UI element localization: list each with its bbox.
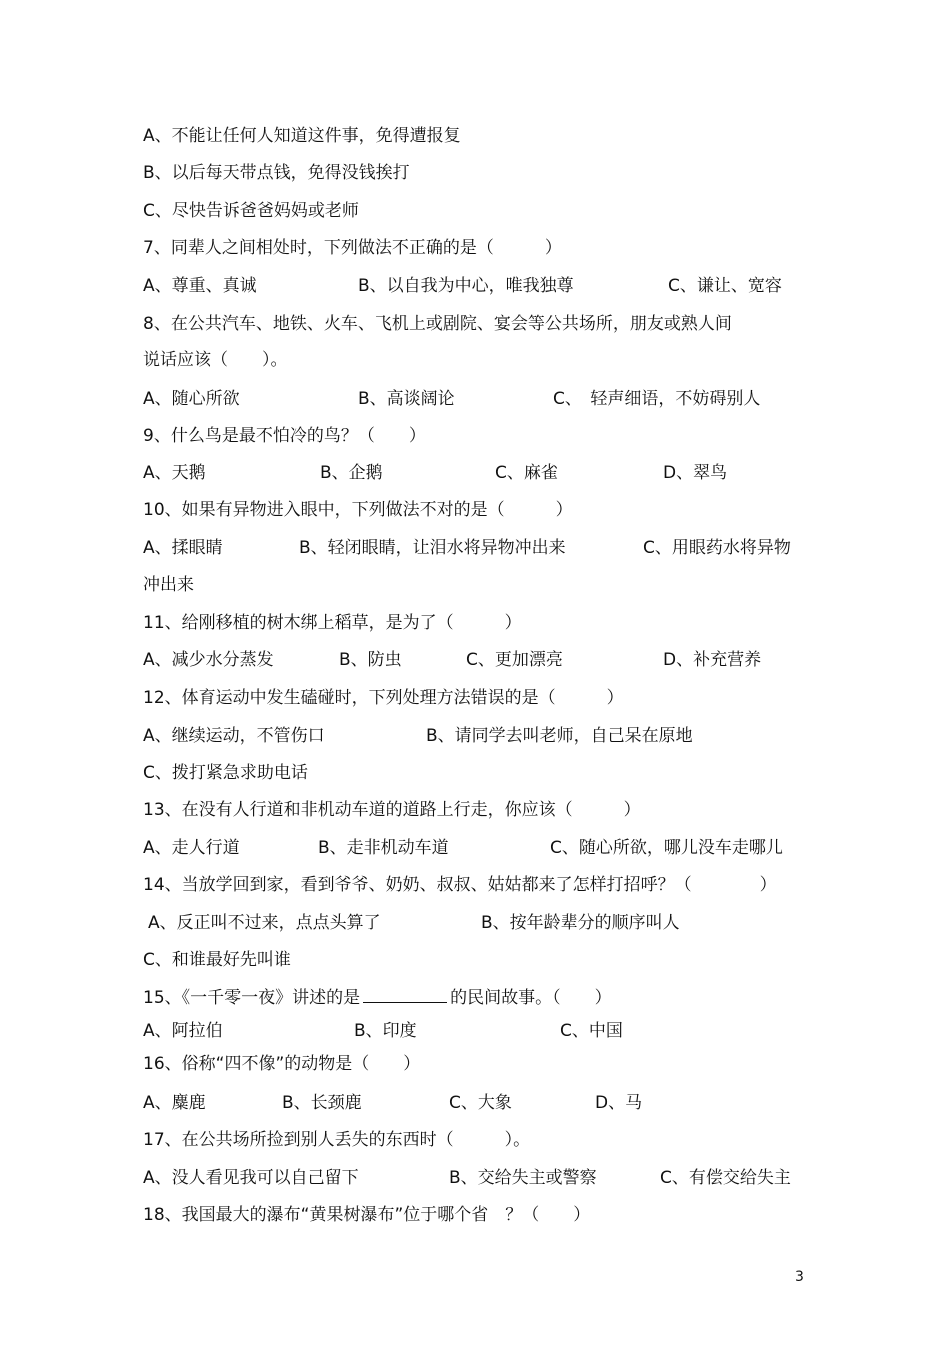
text-segment	[299, 536, 566, 560]
segment-text: B、以自我为中心，唯我独尊	[358, 276, 574, 296]
text-segment	[143, 948, 291, 972]
text-segment	[143, 536, 223, 560]
text-segment	[143, 611, 522, 635]
segment-text: A、阿拉伯	[143, 1021, 223, 1041]
segment-text: A、反正叫不过来，点点头算了	[148, 913, 381, 933]
segment-text: 18、我国最大的瀑布“黄果树瀑布”位于哪个省 ？（ ）	[143, 1205, 591, 1225]
segment-text: D、翠鸟	[663, 463, 728, 483]
text-segment	[143, 1091, 206, 1115]
page-number: 3	[795, 1269, 804, 1285]
text-segment	[143, 236, 562, 260]
segment-text: C、 轻声细语，不妨碍别人	[553, 389, 761, 409]
segment-text: 说话应该（ ）。	[143, 350, 288, 370]
segment-text: B、走非机动车道	[318, 838, 449, 858]
segment-text: C、用眼药水将异物	[643, 538, 791, 558]
text-segment	[358, 274, 574, 298]
segment-text: C、随心所欲，哪儿没车走哪儿	[550, 838, 783, 858]
segment-text: C、拨打紧急求助电话	[143, 763, 308, 783]
segment-text: C、更加漂亮	[466, 650, 563, 670]
text-segment	[550, 836, 783, 860]
segment-text: A、揉眼睛	[143, 538, 223, 558]
fill-in-blank	[363, 988, 447, 1003]
text-segment	[643, 536, 791, 560]
text-segment	[143, 986, 612, 1010]
segment-text: 13、在没有人行道和非机动车道的道路上行走，你应该（ ）	[143, 800, 641, 820]
text-segment	[143, 873, 777, 897]
text-segment	[282, 1091, 362, 1115]
text-segment	[143, 424, 426, 448]
text-segment	[660, 1166, 791, 1190]
segment-text: B、请同学去叫老师，自己呆在原地	[426, 726, 693, 746]
text-segment	[495, 461, 558, 485]
text-segment	[668, 274, 782, 298]
text-segment	[143, 1203, 590, 1227]
segment-text: C、尽快告诉爸爸妈妈或老师	[143, 201, 359, 221]
segment-text: 9、什么鸟是最不怕冷的鸟？（ ）	[143, 426, 426, 446]
text-segment	[143, 1166, 359, 1190]
text-segment	[143, 461, 206, 485]
segment-text: 7、同辈人之间相处时，下列做法不正确的是（ ）	[143, 238, 562, 258]
text-segment	[320, 461, 383, 485]
segment-text: 17、在公共场所捡到别人丢失的东西时（ ）。	[143, 1130, 531, 1150]
text-segment	[143, 686, 624, 710]
text-segment	[663, 461, 727, 485]
text-segment	[466, 648, 563, 672]
text-segment	[143, 161, 410, 185]
segment-text: 15、《一千零一夜》讲述的是	[143, 988, 361, 1008]
segment-text: B、印度	[354, 1021, 417, 1041]
segment-text: B、交给失主或警察	[449, 1168, 597, 1188]
segment-text: B、按年龄辈分的顺序叫人	[481, 913, 680, 933]
segment-text: 8、在公共汽车、地铁、火车、飞机上或剧院、宴会等公共场所，朋友或熟人间	[143, 314, 732, 334]
segment-text: C、中国	[560, 1021, 623, 1041]
segment-text: B、轻闭眼睛，让泪水将异物冲出来	[299, 538, 566, 558]
text-segment	[148, 911, 381, 935]
text-segment	[143, 124, 461, 148]
segment-text: A、走人行道	[143, 838, 240, 858]
segment-text: A、随心所欲	[143, 389, 240, 409]
text-segment	[143, 648, 274, 672]
text-segment	[143, 498, 573, 522]
text-segment	[143, 761, 308, 785]
text-segment	[143, 1128, 530, 1152]
segment-text: 16、俗称“四不像”的动物是（ ）	[143, 1054, 421, 1074]
segment-text: A、尊重、真诚	[143, 276, 257, 296]
text-segment	[663, 648, 761, 672]
text-segment	[449, 1166, 597, 1190]
text-segment	[560, 1019, 623, 1043]
segment-text: D、马	[595, 1093, 643, 1113]
segment-text: B、长颈鹿	[282, 1093, 362, 1113]
segment-text: C、大象	[449, 1093, 512, 1113]
segment-text: A、天鹅	[143, 463, 206, 483]
segment-text: A、不能让任何人知道这件事，免得遭报复	[143, 126, 461, 146]
text-segment	[143, 274, 257, 298]
segment-text: A、没人看见我可以自己留下	[143, 1168, 359, 1188]
text-segment	[143, 573, 194, 597]
text-segment	[358, 387, 455, 411]
text-segment	[143, 348, 288, 372]
segment-text-after-blank: 的民间故事。（ ）	[450, 988, 612, 1008]
text-segment	[143, 724, 325, 748]
segment-text: B、高谈阔论	[358, 389, 455, 409]
text-segment	[339, 648, 402, 672]
segment-text: B、以后每天带点钱，免得没钱挨打	[143, 163, 410, 183]
segment-text: A、麋鹿	[143, 1093, 206, 1113]
segment-text: D、补充营养	[663, 650, 762, 670]
segment-text: C、麻雀	[495, 463, 558, 483]
segment-text: 11、给刚移植的树木绑上稻草，是为了（ ）	[143, 613, 522, 633]
text-segment	[481, 911, 680, 935]
text-segment	[143, 312, 732, 336]
segment-text: 10、如果有异物进入眼中，下列做法不对的是（ ）	[143, 500, 573, 520]
text-segment	[143, 836, 240, 860]
text-segment	[449, 1091, 512, 1115]
text-segment	[595, 1091, 642, 1115]
segment-text: A、继续运动，不管伤口	[143, 726, 325, 746]
text-segment	[143, 199, 359, 223]
text-segment	[143, 387, 240, 411]
segment-text: 冲出来	[143, 575, 194, 595]
segment-text: A、减少水分蒸发	[143, 650, 274, 670]
text-segment	[354, 1019, 417, 1043]
text-segment	[143, 1019, 223, 1043]
segment-text: B、防虫	[339, 650, 402, 670]
segment-text: C、有偿交给失主	[660, 1168, 791, 1188]
segment-text: 14、当放学回到家，看到爷爷、奶奶、叔叔、姑姑都来了怎样打招呼？（ ）	[143, 875, 777, 895]
text-segment	[426, 724, 693, 748]
text-segment	[143, 1052, 420, 1076]
segment-text: B、企鹅	[320, 463, 383, 483]
text-segment	[318, 836, 449, 860]
segment-text: 12、体育运动中发生磕碰时，下列处理方法错误的是（ ）	[143, 688, 624, 708]
segment-text: C、和谁最好先叫谁	[143, 950, 291, 970]
text-segment	[143, 798, 641, 822]
text-segment	[553, 387, 760, 411]
segment-text: C、谦让、宽容	[668, 276, 782, 296]
